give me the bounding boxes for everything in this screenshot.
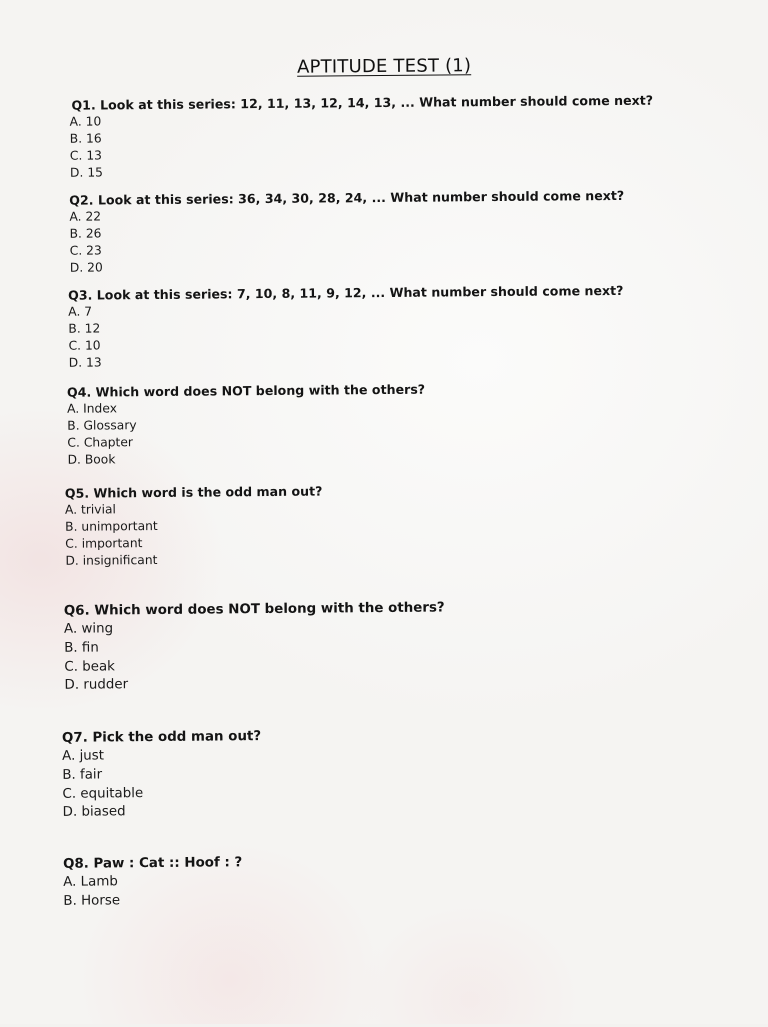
question-text: Q5. Which word is the odd man out? <box>64 483 323 501</box>
answer-option: A. just <box>62 748 105 764</box>
answer-options <box>69 204 625 277</box>
answer-option: D. Book <box>67 452 116 467</box>
answer-option: C. beak <box>64 658 115 675</box>
question-text: Q7. Pick the odd man out? <box>61 729 262 746</box>
question-text: Q2. Look at this series: 36, 34, 30, 28, 24, ... What number should come next? <box>69 187 625 208</box>
answer-option: A. 10 <box>69 114 102 129</box>
answer-option: A. 22 <box>69 209 102 224</box>
question-4 <box>67 381 426 469</box>
answer-option: D. biased <box>62 804 126 821</box>
answer-options <box>65 500 323 570</box>
answer-option: B. 26 <box>69 226 102 241</box>
answer-option: A. Lamb <box>63 874 118 890</box>
answer-option: B. fin <box>64 640 99 656</box>
question-1 <box>71 92 653 182</box>
answer-option: D. 13 <box>68 355 102 370</box>
document-title: APTITUDE TEST (1) <box>297 55 472 78</box>
answer-options <box>62 746 262 823</box>
question-2 <box>69 187 625 277</box>
answer-option: A. wing <box>63 621 114 637</box>
answer-option: C. 10 <box>68 338 101 353</box>
answer-option: B. fair <box>62 767 103 783</box>
answer-option: D. 15 <box>69 165 104 180</box>
answer-option: B. Glossary <box>67 418 137 433</box>
answer-option: C. equitable <box>62 785 144 802</box>
answer-option: C. 23 <box>69 243 102 258</box>
answer-option: A. Index <box>67 401 118 416</box>
answer-options <box>67 398 426 469</box>
answer-option: D. 20 <box>69 260 103 275</box>
answer-options <box>63 872 242 911</box>
question-7 <box>62 727 262 823</box>
answer-option: D. insignificant <box>65 552 158 568</box>
answer-option: B. 12 <box>68 321 101 336</box>
answer-options <box>70 109 654 182</box>
answer-options <box>64 617 445 696</box>
question-text: Q4. Which word does NOT belong with the others? <box>66 381 426 400</box>
question-text: Q6. Which word does NOT belong with the others? <box>63 600 445 619</box>
answer-option: B. unimportant <box>65 518 158 534</box>
answer-option: B. Horse <box>63 893 121 909</box>
answer-option: C. 13 <box>69 148 103 163</box>
answer-option: C. important <box>65 536 143 551</box>
answer-option: A. 7 <box>68 304 93 319</box>
question-3 <box>68 282 624 372</box>
question-text: Q3. Look at this series: 7, 10, 8, 11, 9, 12, ... What number should come next? <box>68 282 624 303</box>
answer-option: D. rudder <box>64 677 129 694</box>
answer-option: C. Chapter <box>67 435 134 450</box>
question-6 <box>64 598 446 696</box>
question-text: Q1. Look at this series: 12, 11, 13, 12, 14, 13, ... What number should come next? <box>71 92 654 113</box>
question-8 <box>63 853 243 911</box>
answer-options <box>68 299 624 372</box>
answer-option: A. trivial <box>64 502 116 517</box>
answer-option: B. 16 <box>69 131 102 146</box>
question-5 <box>65 483 323 570</box>
question-text: Q8. Paw : Cat :: Hoof : ? <box>62 855 243 872</box>
